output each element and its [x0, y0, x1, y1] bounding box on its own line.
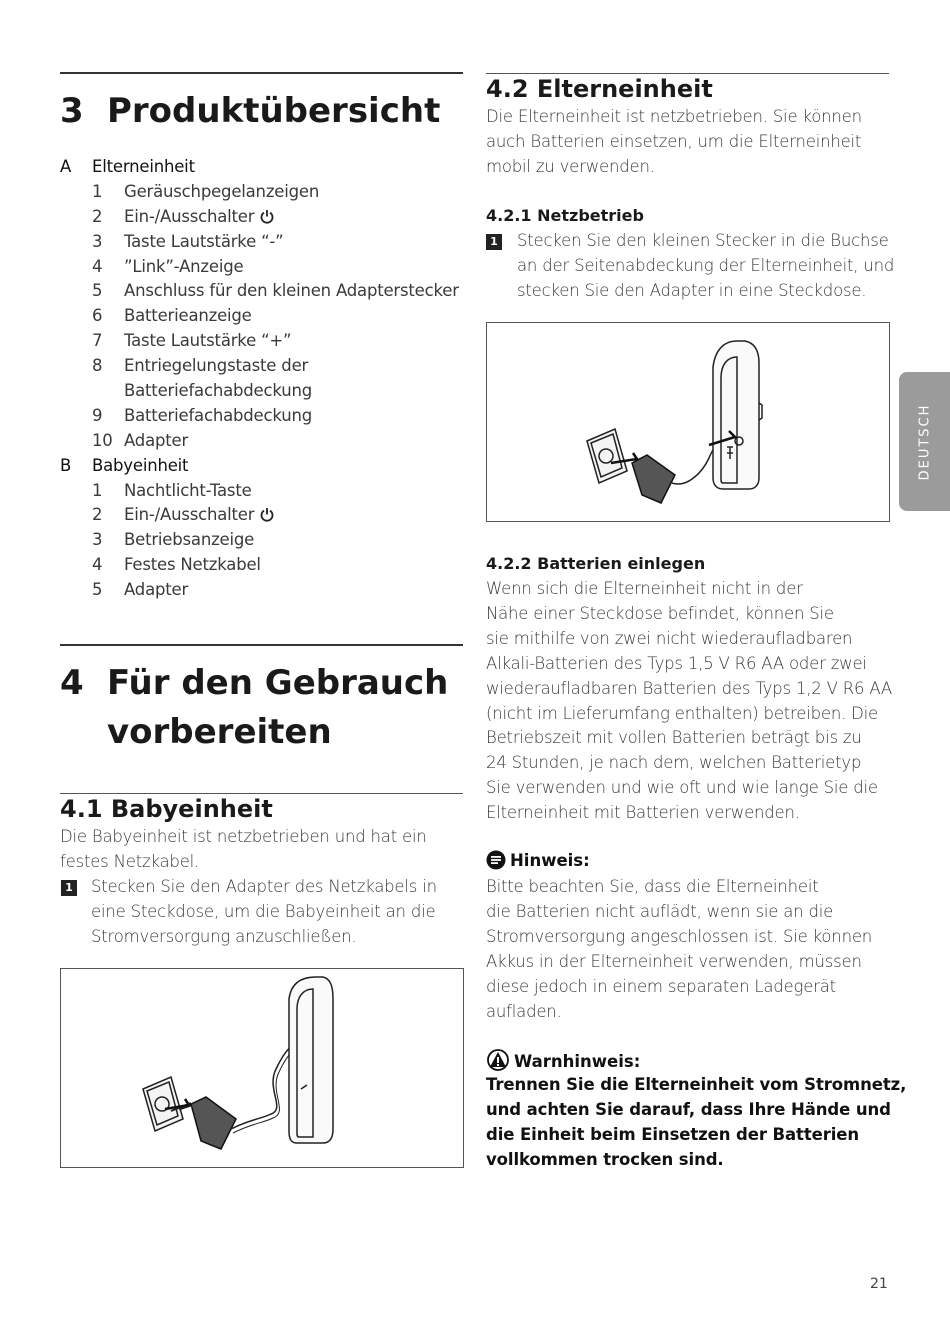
item-label [124, 329, 291, 354]
note-title: Hinweis: [510, 851, 590, 870]
text-line: Alkali-Batterien des Typs 1,5 V R6 AA oder zwei [486, 653, 867, 673]
text-line: Elterneinheit mit Batterien verwenden. [486, 803, 800, 823]
item-text: Anschluss für den kleinen Adapterstecker [124, 281, 459, 301]
item-label [124, 429, 188, 454]
list-item [60, 503, 465, 528]
item-number: 7 [92, 331, 103, 351]
text-line: an der Seitenabdeckung der Elterneinheit, und [517, 255, 895, 275]
text-line: festes Netzkabel. [60, 851, 200, 871]
list-item [60, 404, 465, 429]
list-item [60, 329, 465, 354]
item-number: 3 [92, 530, 103, 550]
section422-title: 4.2.2 Batterien einlegen [486, 554, 706, 573]
text-line: die Einheit beim Einsetzen der Batterien [486, 1124, 860, 1144]
text-line: die Batterien nicht auflädt, wenn sie an die [486, 901, 834, 921]
text-line: Die Babyeinheit ist netzbetrieben und hat ein [60, 827, 427, 846]
item-number: 4 [92, 555, 103, 575]
section4-number: 4 [60, 663, 84, 703]
section3-number: 3 [60, 91, 84, 131]
text-line: (nicht im Lieferumfang enthalten) betreiben. Die [486, 703, 879, 723]
text-line: wiederaufladbaren Batterien des Typs 1,2 V R6 AA [486, 678, 892, 698]
text-line: diese jedoch in einem separaten Ladegerät [486, 976, 836, 996]
list-item [60, 354, 465, 379]
text-line: eine Steckdose, um die Babyeinheit an die [91, 901, 436, 921]
power-icon [260, 507, 274, 522]
parent-unit-illustration [486, 322, 890, 522]
item-text: Ein-/Ausschalter [124, 505, 255, 525]
item-number: 10 [92, 430, 113, 450]
section41-intro [60, 825, 427, 875]
item-text: Geräuschpegelanzeigen [124, 181, 320, 201]
section421-step [517, 229, 894, 304]
list-item [60, 279, 465, 304]
text-line: sie mithilfe von zwei nicht wiederaufladbaren [486, 628, 853, 648]
list-item [60, 304, 465, 329]
item-label [124, 230, 284, 255]
section4-title-line1: Für den Gebrauch [107, 663, 449, 703]
step-number-badge: 1 [61, 880, 77, 896]
item-label [124, 503, 274, 528]
item-number: 1 [92, 480, 103, 500]
item-number: 8 [92, 356, 103, 376]
item-number: 5 [92, 281, 103, 301]
section41-step [91, 875, 437, 950]
note-icon [486, 850, 506, 870]
list-item [60, 578, 465, 603]
item-label [124, 180, 319, 205]
list-item [60, 255, 465, 280]
item-text: Ein-/Ausschalter [124, 206, 255, 226]
group-letter: B [60, 455, 72, 475]
item-text: Entriegelungstaste der [124, 356, 309, 376]
section3-rule [60, 72, 463, 74]
text-line: Stecken Sie den Adapter des Netzkabels in [91, 877, 437, 896]
text-line: Wenn sich die Elterneinheit nicht in der [486, 579, 803, 598]
item-text: Taste Lautstärke “-” [124, 231, 284, 251]
item-label [124, 205, 274, 230]
item-text: Nachtlicht-Taste [124, 480, 252, 500]
item-number: 2 [92, 505, 103, 525]
section42-intro [486, 105, 862, 180]
parent-unit-plug-drawing [487, 323, 889, 521]
section4-title-line2: vorbereiten [107, 712, 332, 752]
text-line: und achten Sie darauf, dass Ihre Hände und [486, 1099, 891, 1119]
text-line: Stromversorgung angeschlossen ist. Sie können [486, 926, 873, 946]
language-label: DEUTSCH [917, 403, 932, 480]
item-label [124, 304, 252, 329]
list-item [60, 553, 465, 578]
text-line: Bitte beachten Sie, dass die Elterneinheit [486, 877, 819, 896]
item-number: 1 [92, 181, 103, 201]
item-text: Festes Netzkabel [124, 555, 261, 575]
item-number: 3 [92, 231, 103, 251]
list-item [60, 479, 465, 504]
text-line: Akkus in der Elterneinheit verwenden, müssen [486, 951, 862, 971]
text-line: Trennen Sie die Elterneinheit vom Stromnetz, [486, 1075, 907, 1094]
item-number: 6 [92, 306, 103, 326]
product-overview-list [60, 155, 465, 603]
section3-heading [60, 86, 463, 136]
item-text: Adapter [124, 430, 189, 450]
list-item [60, 180, 465, 205]
page-number: 21 [870, 1276, 888, 1292]
item-label [124, 553, 261, 578]
text-line: vollkommen trocken sind. [486, 1149, 724, 1169]
section421-title: 4.2.1 Netzbetrieb [486, 206, 644, 225]
list-item [60, 230, 465, 255]
item-label [124, 404, 312, 429]
item-label [124, 255, 243, 280]
note-heading [486, 850, 590, 870]
section3-title: Produktübersicht [107, 91, 441, 131]
list-item [60, 205, 465, 230]
warning-body [486, 1073, 906, 1173]
group-letter: A [60, 157, 72, 176]
language-side-tab [899, 372, 950, 511]
item-label [124, 479, 252, 504]
text-line: 24 Stunden, je nach dem, welchen Batterietyp [486, 753, 862, 773]
text-line: aufladen. [486, 1001, 562, 1021]
section41-rule [60, 793, 463, 794]
item-number: 5 [92, 580, 103, 600]
baby-unit-plug-drawing [61, 969, 463, 1167]
item-text: Batterieanzeige [124, 306, 252, 326]
list-item [60, 528, 465, 553]
warning-title: Warnhinweis: [514, 1052, 641, 1071]
text-line: Betriebszeit mit vollen Batterien beträgt bis zu [486, 728, 862, 748]
step-number-badge: 1 [486, 234, 502, 250]
item-label [124, 578, 188, 603]
list-item [60, 429, 465, 454]
item-label [124, 528, 254, 553]
item-text: Taste Lautstärke “+” [124, 331, 292, 351]
section4-heading [60, 658, 463, 758]
power-icon [260, 209, 274, 224]
text-line: auch Batterien einsetzen, um die Elterneinheit [486, 131, 862, 151]
text-line: stecken Sie den Adapter in eine Steckdose. [517, 280, 867, 300]
section42-rule [486, 73, 889, 74]
text-line: Stromversorgung anzuschließen. [91, 926, 357, 946]
text-line: Die Elterneinheit ist netzbetrieben. Sie können [486, 107, 862, 126]
item-number: 4 [92, 256, 103, 276]
item-text: Betriebsanzeige [124, 530, 255, 550]
section41-title: 4.1 Babyeinheit [60, 795, 273, 823]
section4-rule [60, 644, 463, 646]
warning-icon [486, 1049, 510, 1071]
text-line: Sie verwenden und wie oft und wie lange Sie die [486, 778, 878, 798]
item-number: 2 [92, 206, 103, 226]
group-heading [60, 454, 465, 479]
group-label: Babyeinheit [92, 455, 189, 475]
section422-body [486, 577, 892, 826]
item-text: ”Link”-Anzeige [124, 256, 244, 276]
text-line: Stecken Sie den kleinen Stecker in die Buchse [517, 231, 889, 250]
group-heading [60, 155, 465, 180]
item-label [124, 354, 308, 379]
item-text: Batteriefachabdeckung [124, 405, 313, 425]
warning-heading [486, 1049, 640, 1071]
note-body [486, 875, 872, 1024]
item-number: 9 [92, 405, 103, 425]
baby-unit-illustration [60, 968, 464, 1168]
item-text: Adapter [124, 580, 189, 600]
item-label [124, 279, 459, 304]
group-label: Elterneinheit [92, 157, 195, 176]
text-line: mobil zu verwenden. [486, 156, 655, 176]
section42-title: 4.2 Elterneinheit [486, 75, 713, 103]
list-item-continuation [60, 379, 465, 404]
item-text: Batteriefachabdeckung [124, 381, 313, 401]
text-line: Nähe einer Steckdose befindet, können Sie [486, 603, 834, 623]
